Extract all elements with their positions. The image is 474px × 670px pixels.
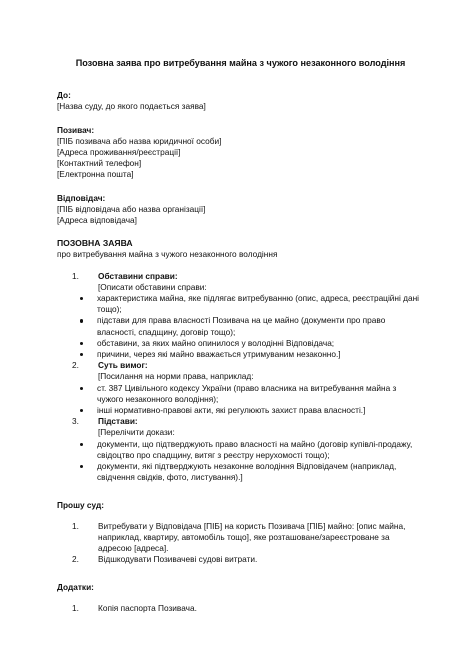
defendant-label: Відповідач: (57, 192, 106, 203)
bullet-item: характеристика майна, яке підлягає витребуванню (опис, адреса, реєстраційні дані тощо); (72, 293, 424, 315)
item-number: 2. (72, 554, 79, 565)
court-section (57, 90, 424, 112)
plaintiff-address: [Адреса проживання/реєстрації] (57, 147, 181, 158)
plaintiff-email: [Електронна пошта] (57, 169, 134, 180)
item-bullets (72, 439, 424, 484)
item-intro: [Перелічити докази: (98, 427, 175, 438)
item-title: Підстави: (98, 416, 138, 427)
item-number: 1. (72, 270, 79, 281)
claim-item (72, 360, 424, 416)
item-intro: [Описати обставини справи: (98, 281, 207, 292)
bullet-item: документи, що підтверджують право власності на майно (договір купівлі-продажу, свідоцтво про спадщину, витяг з реєстру нерухомості тощо); (72, 439, 424, 461)
bullet-item: причини, через які майно вважається утримуваним незаконно.] (72, 349, 424, 360)
item-number: 2. (72, 360, 79, 371)
item-bullets (72, 293, 424, 360)
request-item (72, 521, 424, 555)
defendant-section (57, 193, 424, 227)
defendant-address: [Адреса відповідача] (57, 215, 137, 226)
plaintiff-name: [ПІБ позивача або назва юридичної особи] (57, 135, 222, 146)
attachment-text: Копія паспорта Позивача. (98, 602, 197, 613)
item-number: 1. (72, 520, 79, 531)
item-title: Обставини справи: (98, 270, 178, 281)
court-name: [Назва суду, до якого подається заява] (57, 101, 206, 112)
plaintiff-section (57, 125, 424, 181)
bullet-item: документи, які підтверджують незаконне володіння Відповідачем (наприклад, свідчення свідків, фото, листування).] (72, 461, 424, 483)
item-number: 3. (72, 416, 79, 427)
request-text: Витребувати у Відповідача [ПІБ] на користь Позивача [ПІБ] майно: [опис майна, наприклад, квартиру, автомобіль тощо], яке розташоване/зареєстроване за адресою [адреса]. (98, 520, 406, 554)
claim-heading: ПОЗОВНА ЗАЯВА (57, 238, 133, 249)
claim-items-list (57, 271, 424, 484)
bullet-item: обставини, за яких майно опинилося у володінні Відповідача; (72, 338, 424, 349)
plaintiff-label: Позивач: (57, 124, 95, 135)
attachment-item (72, 603, 424, 614)
attachments-label: Додатки: (57, 581, 94, 592)
request-item (72, 554, 424, 565)
request-list (57, 521, 424, 566)
claim-subheading: про витребування майна з чужого незаконного володіння (57, 249, 278, 260)
plaintiff-phone: [Контактний телефон] (57, 158, 142, 169)
attachments-list (57, 603, 424, 614)
bullet-item: інші нормативно-правові акти, які регулюють захист права власності.] (72, 405, 424, 416)
request-label: Прошу суд: (57, 499, 104, 510)
bullet-item: підстави для права власності Позивача на це майно (документи про право власності, спадщину, договір тощо); (72, 315, 424, 337)
item-bullets (72, 383, 424, 417)
item-intro: [Посилання на норми права, наприклад: (98, 371, 254, 382)
claim-item (72, 416, 424, 483)
request-text: Відшкодувати Позивачеві судові витрати. (98, 554, 258, 565)
defendant-name: [ПІБ відповідача або назва організації] (57, 203, 206, 214)
court-label: До: (57, 90, 71, 101)
item-number: 1. (72, 602, 79, 613)
bullet-item: ст. 387 Цивільного кодексу України (право власника на витребування майна з чужого незаконного володіння); (72, 383, 424, 405)
document-title: Позовна заява про витребування майна з чужого незаконного володіння (75, 58, 406, 68)
claim-item (72, 271, 424, 361)
item-title: Суть вимог: (98, 360, 148, 371)
